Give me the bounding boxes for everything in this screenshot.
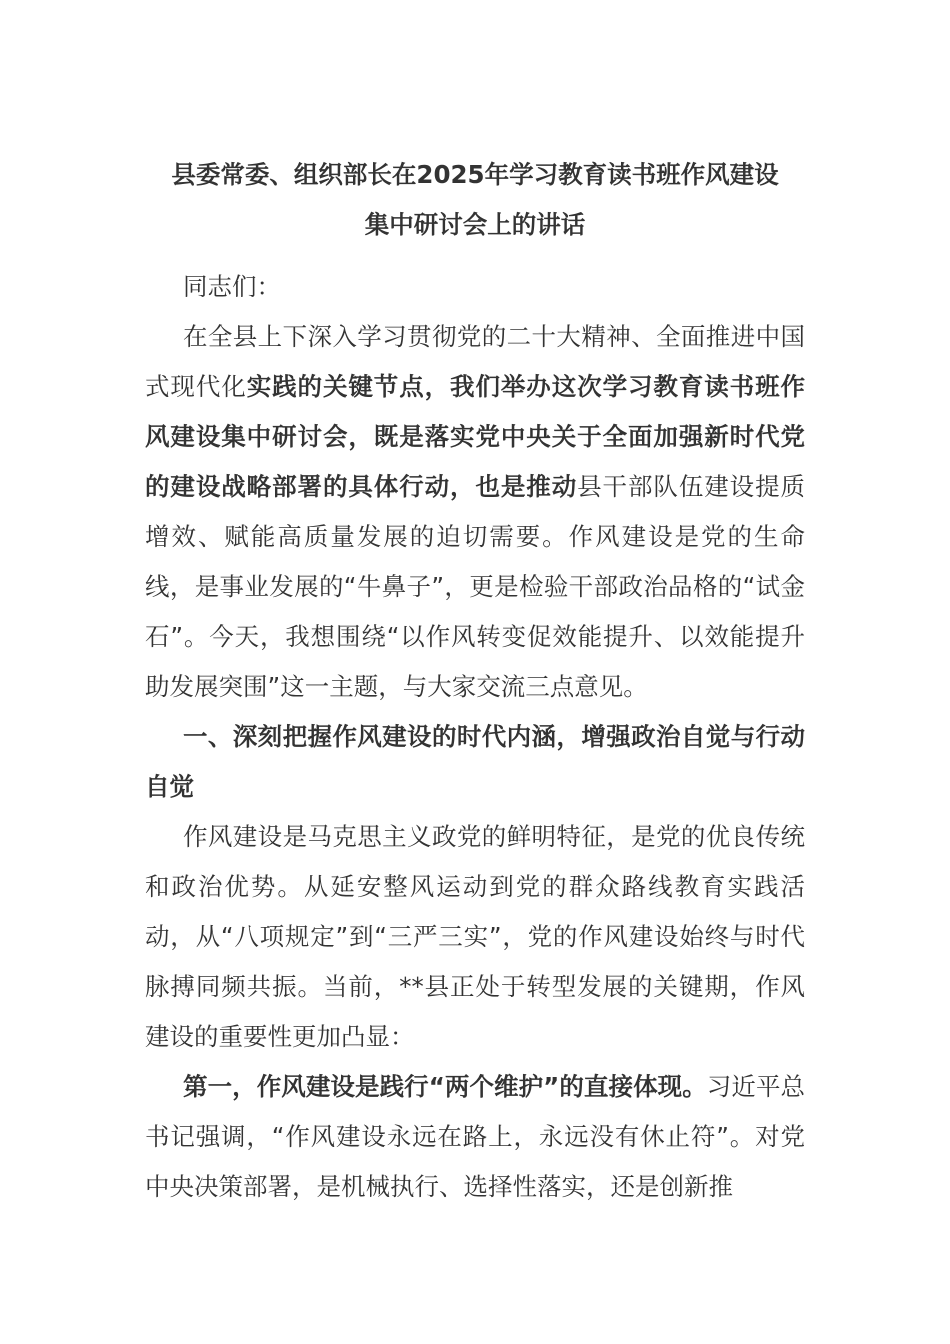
intro-text-2: 县干部队伍建设提质增效、赋能高质量发展的迫切需要。作风建设是党的生命线，是事业发展的“牛鼻子”，更是检验干部政治品格的“试金石”。今天，我想围绕“以作风转变促效能提升、以效能提升助发展突围”这一主题，与大家交流三点意见。: [145, 472, 805, 701]
greeting: [145, 262, 805, 312]
document-page: [145, 150, 805, 1212]
point-1-body: 习近平总书记强调，“作风建设永远在路上，永远没有休止符”。对党中央决策部署，是机械执行、选择性落实，还是创新推: [145, 1072, 806, 1201]
section-1-body-text: 作风建设是马克思主义政党的鲜明特征，是党的优良传统和政治优势。从延安整风运动到党的群众路线教育实践活动，从“八项规定”到“三严三实”，党的作风建设始终与时代脉搏同频共振。当前，**县正处于转型发展的关键期，作风建设的重要性更加凸显：: [145, 822, 805, 1051]
point-1-lead: 第一，作风建设是践行“两个维护”的直接体现。: [183, 1072, 707, 1101]
section-1-paragraph: [145, 812, 805, 1062]
section-1-heading: [145, 712, 805, 812]
title-line-2: 集中研讨会上的讲话: [364, 210, 586, 239]
greeting-text: 同志们：: [183, 272, 281, 301]
intro-bold-text: 实践的关键节点，我们举办这次学习教育读书班作风建设集中研讨会，既是落实党中央关于全面加强新时代党的建设战略部署的具体行动，也是推动: [145, 372, 806, 501]
point-1-paragraph: [145, 1062, 805, 1212]
intro-paragraph: [145, 312, 805, 712]
section-1-heading-text: 一、深刻把握作风建设的时代内涵，增强政治自觉与行动自觉: [145, 722, 805, 801]
intro-text-1: 在全县上下深入学习贯彻党的二十大精神、全面推进中国式现代化: [145, 322, 805, 401]
document-title: [145, 150, 805, 250]
title-line-1: 县委常委、组织部长在2025年学习教育读书班作风建设: [171, 160, 779, 189]
